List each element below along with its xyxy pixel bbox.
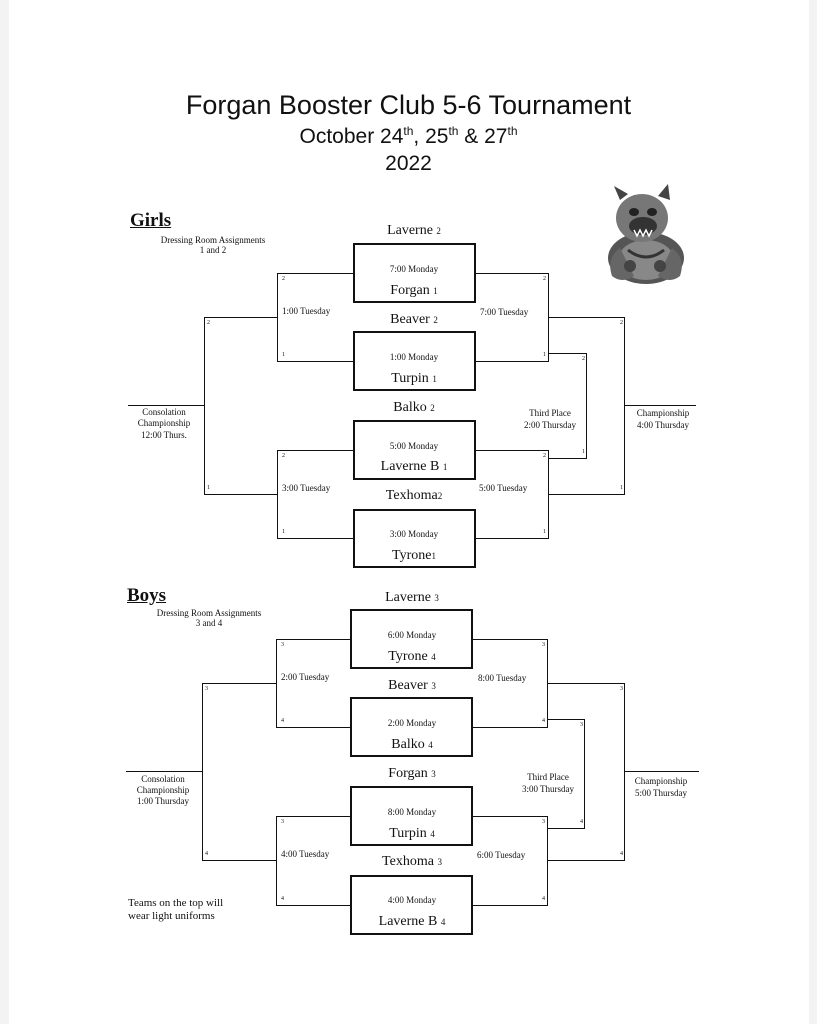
third-place-time: 3:00 Thursday bbox=[521, 784, 575, 794]
tournament-title: Forgan Booster Club 5-6 Tournament bbox=[185, 90, 632, 120]
championship-label: Championship bbox=[636, 408, 690, 418]
team-label: Texhoma2 bbox=[385, 488, 443, 503]
game-time: 2:00 Monday bbox=[387, 718, 437, 728]
third-place-label: Third Place bbox=[529, 408, 571, 418]
team-label: Balko 4 bbox=[391, 737, 433, 752]
team-label: Laverne 3 bbox=[385, 590, 439, 605]
consolation-time: 12:00 Thurs. bbox=[141, 430, 187, 440]
team-label: Forgan 1 bbox=[390, 283, 438, 298]
game-time: 7:00 Tuesday bbox=[480, 307, 529, 317]
championship-label: Championship bbox=[634, 776, 688, 786]
tournament-year: 2022 bbox=[385, 152, 432, 175]
team-label: Balko 2 bbox=[393, 400, 435, 415]
seed-mark: 1 bbox=[582, 449, 585, 455]
team-label: Tyrone 4 bbox=[388, 649, 436, 664]
game-time: 2:00 Tuesday bbox=[281, 672, 330, 682]
seed-mark: 4 bbox=[281, 718, 284, 724]
team-label: Tyrone1 bbox=[392, 548, 436, 563]
seed-mark: 1 bbox=[543, 529, 546, 535]
seed-mark: 2 bbox=[582, 356, 585, 362]
team-label: Turpin 1 bbox=[391, 371, 437, 386]
game-time: 8:00 Tuesday bbox=[478, 673, 527, 683]
championship-time: 4:00 Thursday bbox=[636, 420, 690, 430]
girls-heading: Girls bbox=[130, 210, 172, 231]
consolation-label: Championship bbox=[136, 785, 190, 795]
seed-mark: 3 bbox=[542, 819, 545, 825]
seed-mark: 1 bbox=[620, 485, 623, 491]
game-time: 1:00 Monday bbox=[389, 352, 439, 362]
team-label: Forgan 3 bbox=[388, 766, 436, 781]
championship-time: 5:00 Thursday bbox=[634, 788, 688, 798]
team-label: Beaver 2 bbox=[390, 312, 438, 327]
seed-mark: 1 bbox=[282, 352, 285, 358]
seed-mark: 3 bbox=[580, 722, 583, 728]
seed-mark: 2 bbox=[282, 453, 285, 459]
seed-mark: 4 bbox=[281, 896, 284, 902]
game-time: 6:00 Tuesday bbox=[477, 850, 526, 860]
game-time: 5:00 Monday bbox=[389, 441, 439, 451]
seed-mark: 2 bbox=[207, 320, 210, 326]
seed-mark: 4 bbox=[580, 819, 583, 825]
seed-mark: 2 bbox=[620, 320, 623, 326]
tournament-dates: October 24th, 25th & 27th bbox=[299, 124, 518, 148]
seed-mark: 4 bbox=[205, 851, 208, 857]
consolation-label: Consolation bbox=[141, 774, 185, 784]
consolation-label: Consolation bbox=[142, 407, 186, 417]
bulldog-mascot-icon bbox=[598, 178, 694, 290]
seed-mark: 1 bbox=[543, 352, 546, 358]
game-time: 7:00 Monday bbox=[389, 264, 439, 274]
team-label: Turpin 4 bbox=[389, 826, 435, 841]
third-place-time: 2:00 Thursday bbox=[523, 420, 577, 430]
third-place-label: Third Place bbox=[527, 772, 569, 782]
team-label: Laverne B 1 bbox=[380, 459, 448, 474]
seed-mark: 3 bbox=[281, 819, 284, 825]
uniform-note: wear light uniforms bbox=[128, 910, 215, 922]
seed-mark: 1 bbox=[282, 529, 285, 535]
game-time: 1:00 Tuesday bbox=[282, 306, 331, 316]
team-label: Laverne 2 bbox=[387, 223, 441, 238]
team-label: Laverne B 4 bbox=[378, 914, 446, 929]
game-time: 4:00 Tuesday bbox=[281, 849, 330, 859]
girls-dressing-room-label: Dressing Room Assignments bbox=[160, 235, 266, 245]
boys-dressing-rooms: 3 and 4 bbox=[195, 618, 223, 628]
seed-mark: 4 bbox=[542, 896, 545, 902]
team-label: Beaver 3 bbox=[388, 678, 436, 693]
seed-mark: 4 bbox=[542, 718, 545, 724]
girls-dressing-rooms: 1 and 2 bbox=[199, 245, 227, 255]
game-time: 8:00 Monday bbox=[387, 807, 437, 817]
seed-mark: 4 bbox=[620, 851, 623, 857]
game-time: 4:00 Monday bbox=[387, 895, 437, 905]
game-time: 5:00 Tuesday bbox=[479, 483, 528, 493]
seed-mark: 3 bbox=[542, 642, 545, 648]
seed-mark: 2 bbox=[543, 453, 546, 459]
seed-mark: 3 bbox=[205, 686, 208, 692]
consolation-label: Championship bbox=[137, 418, 191, 428]
boys-dressing-room-label: Dressing Room Assignments bbox=[156, 608, 262, 618]
game-time: 3:00 Tuesday bbox=[282, 483, 331, 493]
team-label: Texhoma 3 bbox=[382, 854, 442, 869]
consolation-time: 1:00 Thursday bbox=[136, 796, 190, 806]
seed-mark: 2 bbox=[543, 276, 546, 282]
seed-mark: 1 bbox=[207, 485, 210, 491]
game-time: 6:00 Monday bbox=[387, 630, 437, 640]
uniform-note: Teams on the top will bbox=[128, 897, 224, 909]
seed-mark: 2 bbox=[282, 276, 285, 282]
seed-mark: 3 bbox=[620, 686, 623, 692]
seed-mark: 3 bbox=[281, 642, 284, 648]
boys-heading: Boys bbox=[127, 585, 167, 606]
game-time: 3:00 Monday bbox=[389, 529, 439, 539]
